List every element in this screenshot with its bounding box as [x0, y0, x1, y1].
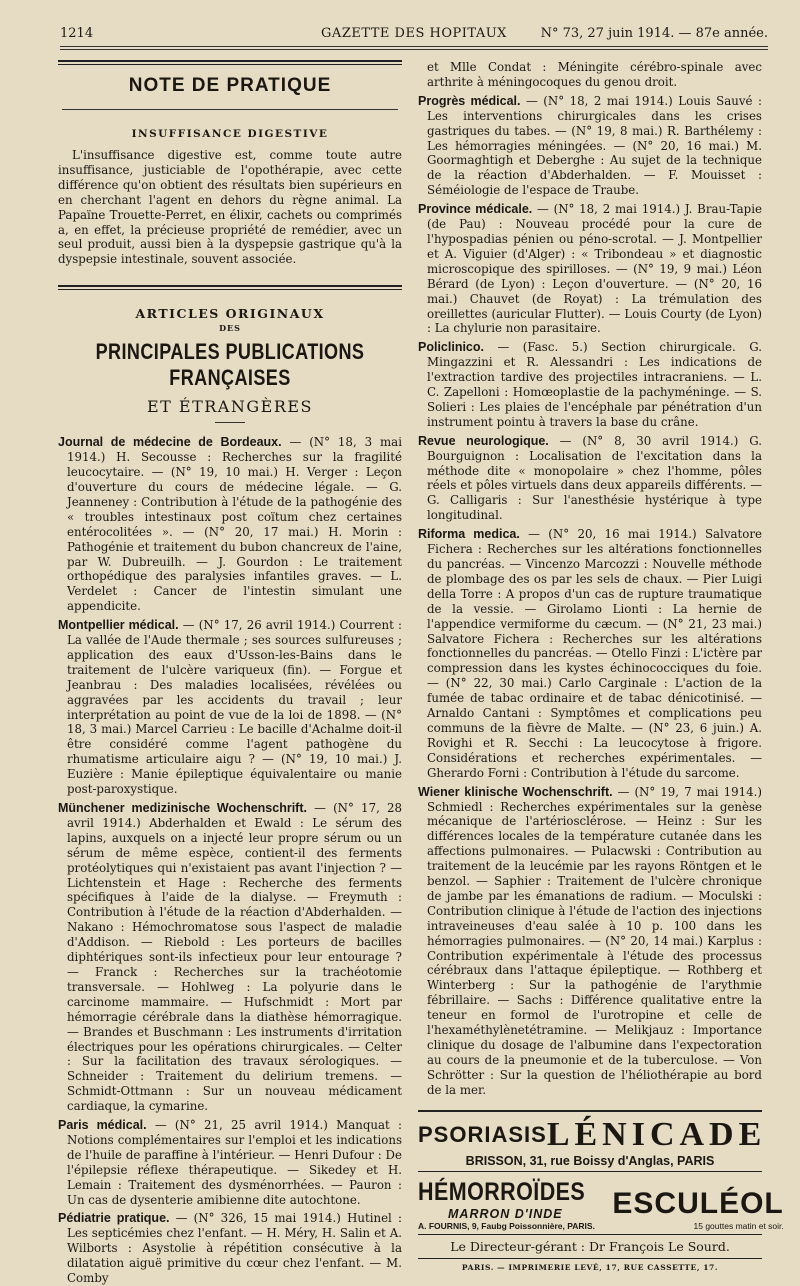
article-entry [418, 785, 762, 1098]
article-entry [418, 202, 762, 336]
section-heading-articles: ARTICLES ORIGINAUX [135, 306, 325, 322]
right-entries [418, 94, 762, 1098]
section-heading-publications: PRINCIPALES PUBLICATIONS FRANÇAISES [95, 339, 365, 391]
journal-name: Montpellier médical. [58, 618, 179, 633]
article-entry [418, 434, 762, 523]
entry-text: — (N° 18, 3 mai 1914.) H. Secousse : Recherches sur la fragilité leucocytaire. — (N° 19, 10 mai.) H. Verger : Leçon d'ouverture du cours de médecine légale. — G. Jeanneney : Contribution à l'étude de la pathogénie des « troubles intestinaux post coïtum chez certaines entérocolitées ». — (N° 20, 17 mai.) H. Morin : Pathogénie et traitement du bubon chancreux de l'aine, par W. Dubreuilh. — J. Gourdon : Le traitement orthopédique des paralysies infantiles graves. — L. Verdelet : Cancer de l'intestin simulant une appendicite. [67, 435, 402, 614]
ad-marron-dinde: MARRON D'INDE [448, 1206, 563, 1221]
journal-name: Münchener medizinische Wochenschrift. [58, 801, 307, 815]
entry-text: — (N° 326, 15 mai 1914.) Hutinel : Les septicémies chez l'enfant. — H. Méry, H. Salin et A. Wilborts : Asystolie à répétition consécutive à la dilatation aiguë primitive du cœur chez l'enfant. — M. Comby [67, 1211, 402, 1286]
advertisement [418, 1110, 784, 1272]
ad-fournis: A. FOURNIS, 9, Faubg Poissonnière, PARIS. [418, 1220, 595, 1231]
entry-text: — (Fasc. 5.) Section chirurgicale. G. Mingazzini et R. Alessandri : Les indications de l'extraction tardive des projectiles intracraniens. — L. C. Zapelloni : Homœoplastie de la pachyméninge. — S. Solieri : Les plaies de l'encéphale par pénétration d'un instrument pointu à travers la base du crâne. [427, 340, 762, 429]
entry-text: — (N° 18, 2 mai 1914.) J. Brau-Tapie (de Pau) : Nouveau procédé pour la cure de l'hypospadias pénien ou péno-scrotal. — J. Montpellier et A. Viguier (d'Alger) : « Tribondeau » et diagnostic microscopique des spirilloses. — (N° 19, 9 mai.) Léon Bérard (de Lyon) : Leçon d'ouverture. — (N° 20, 16 mai.) Chauvet (de Royat) : La trémulation des oreillettes (auricular Flutter). — Louis Courty (de Lyon) : La chylurie non parasitaire. [427, 202, 762, 336]
section-rule [58, 60, 402, 65]
entry-text: — (N° 8, 30 avril 1914.) G. Bourguignon : Localisation de l'excitation dans la méthode dite « monopolaire » chez l'homme, pôles réels et pôles virtuels dans deux appareils différents. — G. Calligaris : Sur l'anesthésie hystérique à type longitudinal. [427, 433, 762, 523]
journal-name: Province médicale. [418, 202, 533, 217]
ad-address: BRISSON, 31, rue Boissy d'Anglas, PARIS [418, 1154, 762, 1172]
article-entry [58, 801, 402, 1114]
entry-text: — (N° 18, 2 mai 1914.) Louis Sauvé : Les interventions chirurgicales dans les crises gastriques du tabes. — (N° 19, 8 mai.) R. Barthélemy : Les hémorragies méningées. — (N° 20, 16 mai.) M. Goormaghtigh et Deberghe : Au sujet de la technique de la réaction d'Abderhalden. — F. Mouisset : Séméiologie de l'espace de Traube. [427, 93, 762, 198]
journal-name: Wiener klinische Wochenschrift. [418, 784, 613, 799]
section-heading-etrangeres: ET ÉTRANGÈRES [146, 397, 314, 417]
director-line: Le Directeur-gérant : Dr François Le Sourd. [418, 1235, 762, 1259]
right-column [418, 60, 784, 1272]
note-rule [62, 109, 398, 110]
article-entry [58, 1211, 402, 1286]
left-entries [58, 435, 402, 1286]
ad-dosage: 15 gouttes matin et soir. [693, 1220, 784, 1231]
note-body: L'insuffisance digestive est, comme toute autre insuffisance, justiciable de l'opothérapie, avec cette différence qu'on obtient des résultats bien supérieurs en en cherchant l'agent en dehors du règne animal. La Papaïne Trouette-Perret, en élixir, cachets ou comprimés a, en effet, la précieuse propriété de remédier, avec un seul produit, aussi bien à la dyspepsie gastrique qu'à la dyspepsie intestinale, souvent associée. [58, 148, 402, 267]
header-rule [60, 46, 768, 50]
page-number: 1214 [60, 26, 94, 41]
issue-info: N° 73, 27 juin 1914. — 87e année. [540, 26, 768, 41]
ad-esculeol: ESCULÉOL [612, 1186, 784, 1220]
journal-name: Policlinico. [418, 340, 484, 355]
ad-psoriasis: PSORIASIS [418, 1121, 547, 1147]
continuation-text: et Mlle Condat : Méningite cérébro-spinale avec arthrite à méningocoques du genou droit. [427, 60, 762, 89]
journal-name: Revue neurologique. [418, 433, 549, 448]
journal-name: Journal de médecine de Bordeaux. [58, 435, 282, 450]
journal-title: GAZETTE DES HOPITAUX [321, 26, 507, 41]
journal-name: Paris médical. [58, 1118, 147, 1133]
entry-text: — (N° 17, 28 avril 1914.) Abderhalden et Ewald : Le sérum des lapins, auxquels on a injecté leur propre sérum ou un sérum de même espèce, contient-il des ferments protéolytiques qui n'existaient pas avant l'injection ? — Lichtenstein et Hage : Recherche des ferments spécifiques à l'aide de la dialyse. — Freymuth : Contribution à l'étude de la réaction d'Abderhalden. — Nakano : Hémochromatose sous l'aspect de maladie d'Addison. — Riebold : Les porteurs de bacilles diphtériques sont-ils infectieux pour leur entourage ? — Franck : Recherches sur la trachéotomie transversale. — Hohlweg : La polyurie dans le carcinome mammaire. — Hufschmidt : Mort par hémorragie cérébrale dans la diathèse hémorragique. — Brandes et Buschmann : Les instruments d'irritation électriques pour les opérations chirurgicales. — Celter : Sur la facilitation des travaux sérologiques. — Schneider : Traitement du delirium tremens. — Schmidt-Ottmann : Sur un nouveau médicament cardiaque, la cymarine. [67, 801, 402, 1114]
entry-text: — (N° 21, 25 avril 1914.) Manquat : Notions complémentaires sur l'emploi et les indications de l'huile de paraffine à l'intérieur. — Henri Dufour : De l'épilepsie réflexe thérapeutique. — Sikedey et H. Lemain : Traitement des dysménorrhées. — Pauron : Un cas de dysenterie amibienne dite autochtone. [67, 1118, 402, 1207]
entry-text: — (N° 20, 16 mai 1914.) Salvatore Fichera : Recherches sur les altérations fonctionnelles du pancréas. — Vincenzo Marcozzi : Nouvelle méthode de plombage des os par les sels de chaux. — Pier Luigi della Torre : A propos d'un cas de rupture traumatique de la vessie. — Girolamo Lionti : La hernie de l'appendice vermiforme du cæcum. — (N° 21, 23 mai.) Salvatore Fichera : Recherches sur les altérations fonctionnelles du pancréas. — Otello Finzi : L'ictère par compression dans les kystes échinococciques du foie. — (N° 22, 30 mai.) Carlo Carginale : L'action de la fumée de tabac ordinaire et de tabac dénicotinisé. — Arnaldo Cantani : Symptômes et complications peu communs de la fièvre de Malte. — (N° 23, 6 juin.) A. Rovighi et R. Secchi : La leucocytose à frigore. Considérations et recherches expérimentales. — Gherardo Forni : Contribution à l'étude du sarcome. [427, 527, 762, 780]
article-entry [418, 340, 762, 429]
left-column [58, 60, 403, 1286]
journal-name: Riforma medica. [418, 527, 520, 542]
article-entry [58, 618, 402, 797]
short-rule [215, 422, 245, 423]
printer-line: PARIS. — IMPRIMERIE LEVÉ, 17, RUE CASSETTE, 17. [461, 1262, 719, 1272]
article-entry [58, 1118, 402, 1207]
journal-name: Pédiatrie pratique. [58, 1211, 170, 1226]
article-entry [418, 527, 762, 780]
entry-text: — (N° 19, 7 mai 1914.) Schmiedl : Recherches expérimentales sur la genèse mécanique de l'artériosclérose. — Heinz : Sur les différences locales de la température cutanée dans les affections pulmonaires. — Pulacwski : Contribution au traitement de la leucémie par les rayons Röntgen et le benzol. — Saphier : Traitement de l'ulcère chronique de jambe par les émanations de radium. — Moculski : Contribution clinique à l'étude de l'action des injections intraveineuses d'eau salée à 10 p. 100 dans les hémorragies pulmonaires. — (N° 20, 14 mai.) Karplus : Contribution expérimentale à l'étude des processus cérébraux dans l'attaque épileptique. — Rothberg et Winterberg : Sur la pathogénie de l'arythmie fébrillaire. — Sachs : Différence qualitative entre la teneur en formol de l'urotropine et celle de l'hexaméthylènetétramine. — Melikjauz : Importance clinique du dosage de l'albumine dans l'expectoration au cours de la pneumonie et de la tuberculose. — Von Schrötter : Sur la question de l'héliothérapie au bord de la mer. [427, 784, 762, 1097]
ad-hemorroides: HÉMORROÏDES [418, 1177, 586, 1206]
note-title: NOTE DE PRATIQUE [128, 75, 332, 96]
article-entry [418, 94, 762, 198]
ad-brand-lenicade: LÉNICADE [546, 1115, 767, 1153]
journal-name: Progrès médical. [418, 93, 521, 108]
page-header [60, 26, 768, 48]
note-subtitle: INSUFFISANCE DIGESTIVE [131, 128, 329, 140]
section-heading-des: DES [219, 323, 241, 334]
article-entry [58, 435, 402, 614]
entry-text: — (N° 17, 26 avril 1914.) Courrent : La vallée de l'Aude thermale ; ses sources sulfureuses ; application des eaux d'Usson-les-Bains dans le traitement de l'ulcère variqueux (fin). — Forgue et Jeanbrau : Des maladies localisées, révélées ou aggravées par les accidents du travail ; leur interprétation au point de vue de la loi de 1898. — (N° 18, 3 mai.) Marcel Carrieu : Le bacille d'Achalme doit-il être considéré comme l'agent pathogène du rhumatisme articulaire aigu ? — (N° 19, 10 mai.) J. Euzière : Manie épileptique équivalentaire ou manie post-paroxystique. [67, 618, 403, 797]
